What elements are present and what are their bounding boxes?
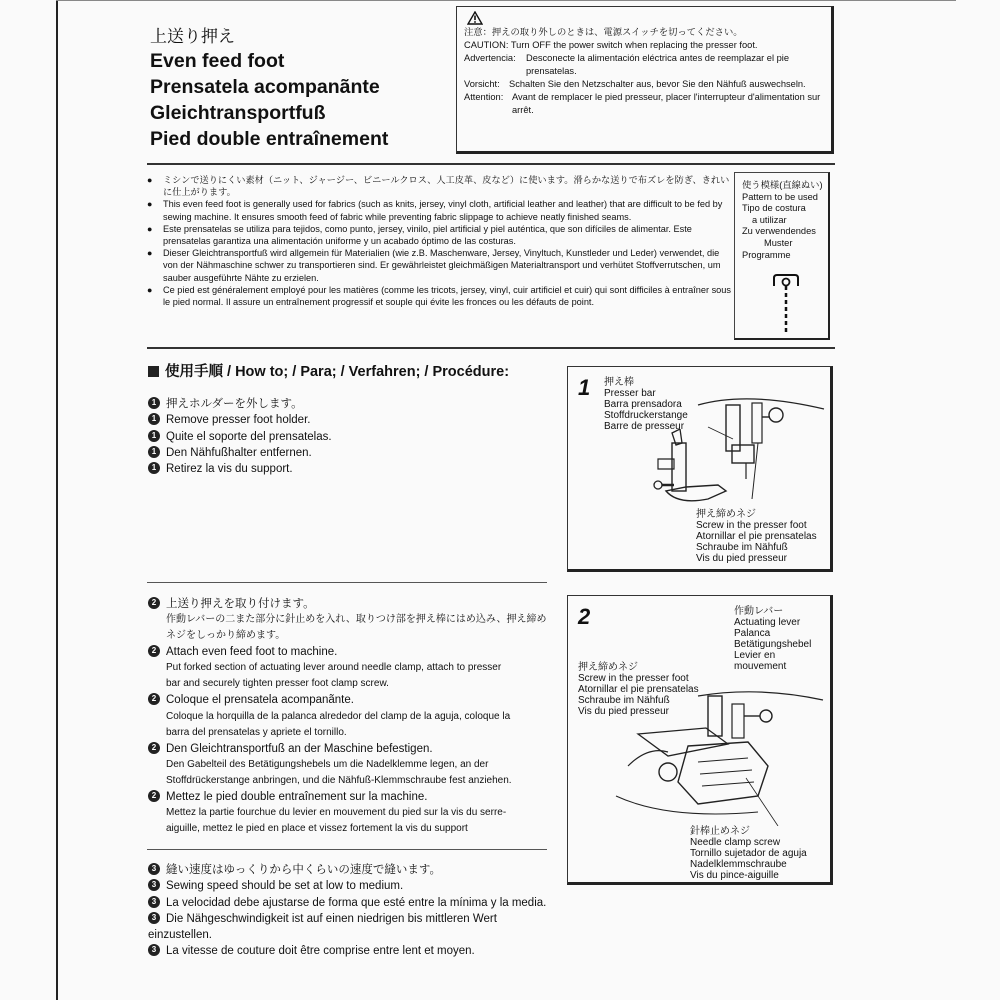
top-frame-line xyxy=(56,0,956,1)
label-line: Screw in the presser foot xyxy=(696,520,807,531)
step3-list xyxy=(148,862,546,960)
step-number-badge: 3 xyxy=(148,912,160,924)
label-line: Barra prensadora xyxy=(604,399,682,410)
step-number-badge: 3 xyxy=(148,879,160,891)
caution-french xyxy=(464,91,834,117)
intro-japanese: ● ミシンで送りにくい素材（ニット、ジャージー、ビニールクロス、人工皮革、皮など）に使います。滑らかな送りで布ズレを防ぎ、きれいに仕上がります。 xyxy=(147,174,732,198)
divider-step2 xyxy=(147,582,547,583)
caution-french-text: Avant de remplacer le pied presseur, placer l'interrupteur d'alimentation sur arrêt. xyxy=(512,92,821,115)
step1-text: Quite el soporte del prensatelas. xyxy=(166,430,332,443)
pattern-french: Programme xyxy=(742,249,791,260)
step2-detail: aiguille, mettez le pied en place et vissez fortement la vis du support xyxy=(166,823,468,835)
step3-english xyxy=(148,878,546,894)
label-line: 押え締めネジ xyxy=(696,509,756,520)
label-line: Palanca xyxy=(734,628,771,639)
step2-heading: Mettez le pied double entraînement sur la machine. xyxy=(166,790,428,803)
label-line: Screw in the presser foot xyxy=(578,673,689,684)
label-line: 押え締めネジ xyxy=(578,662,638,673)
step-number-badge: 2 xyxy=(148,742,160,754)
step2-heading: Attach even feed foot to machine. xyxy=(166,646,338,659)
step1-french xyxy=(148,461,332,477)
step3-text: 縫い速度はゆっくりから中くらいの速度で縫います。 xyxy=(166,864,441,876)
caution-text xyxy=(464,26,834,117)
step-number-badge: 1 xyxy=(148,413,160,425)
step-number-badge: 3 xyxy=(148,896,160,908)
step2-heading: 上送り押えを取り付けます。 xyxy=(166,598,315,610)
caution-spanish xyxy=(464,52,834,78)
step2-spanish xyxy=(148,692,547,708)
figure-1 xyxy=(567,366,833,572)
pattern-german-cont: Muster xyxy=(764,237,793,248)
step-number-badge: 1 xyxy=(148,462,160,474)
step2-detail: Den Gabelteil des Betätigungshebels um die Nadelklemme legen, an der xyxy=(166,758,489,770)
straight-stitch-icon xyxy=(768,272,804,334)
step2-heading: Coloque el prensatela acompanãnte. xyxy=(166,694,354,707)
caution-spanish-label: Advertencia: xyxy=(464,53,516,63)
step-number-badge: 1 xyxy=(148,446,160,458)
square-bullet-icon xyxy=(148,366,159,377)
label-line: Atornillar el pie prensatelas xyxy=(578,684,699,695)
title-japanese: 上送り押え xyxy=(150,27,235,46)
title-spanish: Prensatela acompanãnte xyxy=(150,76,380,98)
pattern-english: Pattern to be used xyxy=(742,191,818,202)
step2-detail: 作動レバーの二また部分に針止めを入れ、取りつけ部を押え棒にはめ込み、押え締め xyxy=(166,614,547,626)
label-line: Schraube im Nähfuß xyxy=(578,695,670,706)
step-number-badge: 2 xyxy=(148,693,160,705)
step3-japanese xyxy=(148,862,546,878)
step-number-badge: 1 xyxy=(148,430,160,442)
figure-2-number: 2 xyxy=(578,604,591,629)
title-german: Gleichtransportfuß xyxy=(150,102,326,124)
step3-german xyxy=(148,911,546,927)
howto-heading xyxy=(148,360,509,381)
step-number-badge: 2 xyxy=(148,790,160,802)
figure-1-number: 1 xyxy=(578,375,591,400)
presser-foot-holder-part xyxy=(638,429,738,513)
pattern-spanish-cont: a utilizar xyxy=(752,214,787,225)
even-feed-foot-illustration xyxy=(608,686,828,826)
step3-text: Sewing speed should be set at low to medium. xyxy=(166,880,404,893)
step2-detail: Mettez la partie fourchue du levier en mouvement du pied sur la vis du serre- xyxy=(166,807,507,819)
label-line: Vis du pince-aiguille xyxy=(690,870,779,881)
label-line: Vis du pied presseur xyxy=(696,553,787,564)
step1-list xyxy=(148,396,332,477)
caution-spanish-text: Desconecte la alimentación eléctrica antes de reemplazar el pie prensatelas. xyxy=(526,53,790,76)
actuating-lever-label xyxy=(734,606,811,672)
step-number-badge: 2 xyxy=(148,597,160,609)
label-line: Vis du pied presseur xyxy=(578,706,669,717)
step1-japanese xyxy=(148,396,332,412)
label-line: Presser bar xyxy=(604,388,656,399)
step1-german xyxy=(148,445,332,461)
pattern-spanish: Tipo de costura xyxy=(742,203,806,214)
step3-french xyxy=(148,943,546,959)
intro-french: ● Ce pied est généralement employé pour les matières (comme les tricots, jersey, vinyl, cuir artificiel et cuir) qui sont difficiles à entraîner sous le pied normal. Il assure un entraînement progressif et souple qui évite les fronces ou les défauts de point. xyxy=(147,284,732,308)
label-line: Stoffdruckerstange xyxy=(604,410,688,421)
step1-text: Remove presser foot holder. xyxy=(166,414,311,427)
step3-spanish xyxy=(148,895,546,911)
step1-spanish xyxy=(148,429,332,445)
divider-step3 xyxy=(147,849,547,850)
step1-text: Retirez la vis du support. xyxy=(166,463,293,476)
pattern-text xyxy=(742,180,830,261)
label-line: Levier en xyxy=(734,650,776,661)
step3-text: Die Nähgeschwindigkeit ist auf einen niedrigen bis mittleren Wert xyxy=(166,912,497,925)
step2-detail: barra del prensatelas y apriete el tornillo. xyxy=(166,726,347,738)
step2-japanese xyxy=(148,596,547,612)
step1-english xyxy=(148,412,332,428)
step3-text: La velocidad debe ajustarse de forma que esté entre la mínima y la media. xyxy=(166,896,547,909)
step-number-badge: 2 xyxy=(148,645,160,657)
label-line: mouvement xyxy=(734,661,787,672)
step-number-badge: 3 xyxy=(148,944,160,956)
label-line: 針棒止めネジ xyxy=(690,826,750,837)
title-french: Pied double entraînement xyxy=(150,128,389,150)
label-line: Betätigungshebel xyxy=(734,639,812,650)
step-number-badge: 3 xyxy=(148,863,160,875)
title-english: Even feed foot xyxy=(150,50,285,72)
caution-japanese: 注意：押えの取り外しのときは、電源スイッチを切ってください。 xyxy=(464,27,743,37)
step2-detail: Stoffdrückerstange anbringen, und die Nähfuß-Klemmschraube fest anziehen. xyxy=(166,774,512,786)
intro-german: ● Dieser Gleichtransportfuß wird allgemein für Materialien (wie z.B. Maschenware, Jersey, Vinyltuch, Kunstleder und Leder) verwendet, die von der Nähmaschine schwer zu transportieren sind. Er gewährleistet gleichmäßigen Materialtransport und verhütet Stoffverrutschen, um sauber ausgeführte Nähte zu erzielen. xyxy=(147,247,732,284)
caution-german-label: Vorsicht: xyxy=(464,79,500,89)
step2-detail: bar and securely tighten presser foot clamp screw. xyxy=(166,678,389,690)
label-line: Tornillo sujetador de aguja xyxy=(690,848,807,859)
left-frame-line xyxy=(56,0,58,1000)
intro-english: ● This even feed foot is generally used for fabrics (such as knits, jersey, vinyl cloth, artificial leather and leather) that are difficult to be fed by sewing machine. It ensures smooth feed of fabric while preventing fabric slippage to achieve neatly finished seams. xyxy=(147,198,732,222)
label-line: 作動レバー xyxy=(734,606,784,617)
step1-text: 押えホルダーを外します。 xyxy=(166,398,303,410)
figure-2 xyxy=(567,595,833,885)
divider-top xyxy=(147,163,835,165)
step3-text: La vitesse de couture doit être comprise entre lent et moyen. xyxy=(166,945,475,958)
intro-spanish: ● Este prensatelas se utiliza para tejidos, como punto, jersey, vinilo, piel artificial y piel auténtica, que son difíciles de alimentar. Este prensatelas garantiza una alimentación uniforme y un acabado óptimo de las costuras. xyxy=(147,223,732,247)
howto-heading-text: 使用手順 / How to; / Para; / Verfahren; / Procédure: xyxy=(165,364,510,380)
label-line: Schraube im Nähfuß xyxy=(696,542,788,553)
step2-heading: Den Gleichtransportfuß an der Maschine befestigen. xyxy=(166,742,433,755)
caution-french-label: Attention: xyxy=(464,92,504,102)
label-line: Barre de presseur xyxy=(604,421,685,432)
warning-triangle-icon xyxy=(467,11,483,25)
divider-middle xyxy=(147,347,835,349)
step2-detail: Coloque la horquilla de la palanca alrededor del clamp de la aguja, coloque la xyxy=(166,710,511,722)
step1-text: Den Nähfußhalter entfernen. xyxy=(166,446,312,459)
label-line: Actuating lever xyxy=(734,617,801,628)
step-number-badge: 1 xyxy=(148,397,160,409)
needle-clamp-screw-label xyxy=(690,826,807,881)
step2-detail: ネジをしっかり締めます。 xyxy=(166,630,286,642)
caution-english: CAUTION: Turn OFF the power switch when replacing the presser foot. xyxy=(464,40,758,50)
step2-list xyxy=(148,596,547,837)
step2-detail: Put forked section of actuating lever around needle clamp, attach to presser xyxy=(166,662,502,674)
step2-english xyxy=(148,644,547,660)
label-line: Atornillar el pie prensatelas xyxy=(696,531,817,542)
caution-german xyxy=(464,78,834,91)
label-line: Nadelklemmschraube xyxy=(690,859,787,870)
intro-text xyxy=(147,174,732,308)
label-line: 押え棒 xyxy=(604,377,634,388)
caution-german-text: Schalten Sie den Netzschalter aus, bevor Sie den Nähfuß auswechseln. xyxy=(509,79,806,89)
pattern-german: Zu verwendendes xyxy=(742,226,816,237)
label-line: Needle clamp screw xyxy=(690,837,781,848)
step2-german xyxy=(148,741,547,757)
document-title xyxy=(150,26,388,152)
pattern-japanese: 使う模様(直線ぬい) xyxy=(742,180,823,190)
step2-french xyxy=(148,789,547,805)
screw-presser-foot-label xyxy=(696,509,817,564)
step3-german-cont: einzustellen. xyxy=(148,929,212,942)
